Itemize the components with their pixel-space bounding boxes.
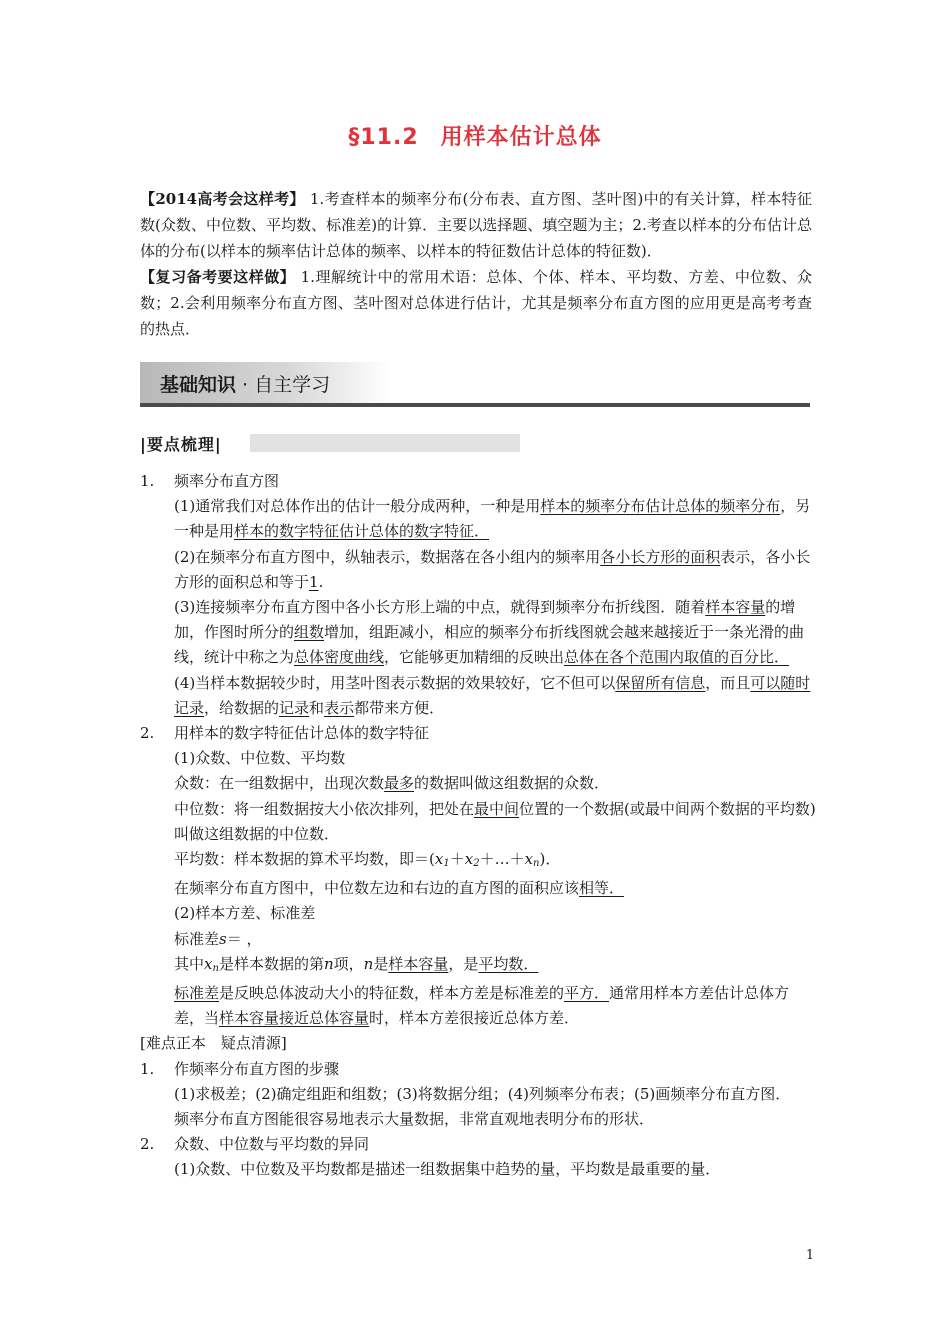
math-subscript: 1 xyxy=(443,858,450,870)
text-run: 众数：在一组数据中，出现次数 xyxy=(174,774,385,793)
text-run: )． xyxy=(539,850,561,869)
underlined-answer: 样本的数字特征估计总体的数字特征． xyxy=(234,522,490,541)
item-heading-text: 作频率分布直方图的步骤 xyxy=(174,1059,340,1078)
text-run: (2)在频率分布直方图中，纵轴表示，数据落在各小组内的频率用 xyxy=(174,547,601,566)
underlined-answer: 总体密度曲线 xyxy=(294,648,385,667)
text-run: 在频率分布直方图中，中位数左边和右边的直方图的面积应该 xyxy=(174,879,580,898)
underlined-answer: 保留所有信息 xyxy=(615,673,706,692)
text-run: ，另一种是用 xyxy=(174,497,811,541)
math-variable: n xyxy=(323,954,334,973)
underlined-answer: 样本容量 xyxy=(705,598,766,617)
subheading: (2)样本方差、标准差 xyxy=(174,904,316,923)
math-subscript: n xyxy=(212,962,219,974)
text-run: (3)连接频率分布直方图中各小长方形上端的中点，就得到频率分布折线图．随着 xyxy=(174,598,706,617)
difficulty-header: [难点正本 疑点清源] xyxy=(140,1034,287,1053)
paragraph xyxy=(140,494,816,544)
paragraph xyxy=(140,545,816,595)
math-subscript: n xyxy=(533,858,540,870)
text-run: 的数据叫做这组数据的众数． xyxy=(414,774,610,793)
item-heading xyxy=(140,469,816,494)
text-run: (4)当样本数据较少时，用茎叶图表示数据的效果较好，它不但可以 xyxy=(174,673,616,692)
text-run: ＋ xyxy=(449,850,465,869)
title-section-number: §11.2 xyxy=(348,125,419,150)
paragraph xyxy=(140,595,816,671)
intro-review-text: 1.理解统计中的常用术语：总体、个体、样本、平均数、方差、中位数、众数；2.会利用频率分布直方图、茎叶图对总体进行估计，尤其是频率分布直方图的应用更是高考考查的热点． xyxy=(140,268,812,338)
text-run: 项， xyxy=(333,954,364,973)
section-title-strong: 基础知识 xyxy=(160,374,237,396)
paragraph xyxy=(140,952,816,981)
text-run: (1)通常我们对总体作出的估计一般分成两种，一种是用 xyxy=(174,497,541,516)
underlined-answer: 组数 xyxy=(294,623,325,642)
text-run: 和 xyxy=(309,698,325,717)
underlined-answer: 最多 xyxy=(384,774,415,793)
text-run: 是反映总体波动大小的特征数，样本方差是标准差的 xyxy=(219,984,565,1003)
page-number: 1 xyxy=(805,1248,815,1263)
paragraph: (1)求极差；(2)确定组距和组数；(3)将数据分组；(4)列频率分布表；(5)画频率分布直方图． xyxy=(174,1084,791,1103)
underlined-answer: 相等． xyxy=(579,879,625,898)
text-run: 其中 xyxy=(174,954,205,973)
text-run: 是样本数据的第 xyxy=(218,954,324,973)
math-variable: x xyxy=(204,954,213,973)
text-run: ，它能够更加精细的反映出 xyxy=(384,648,565,667)
underlined-answer: 平均数． xyxy=(478,954,539,973)
intro-exam-text: 1.考查样本的频率分布(分布表、直方图、茎叶图)中的有关计算，样本特征数(众数、中位数、平均数、标准差)的计算．主要以选择题、填空题为主；2.考查以样本的分布估计总体的分布(以样本的频率估计总体的频率、以样本的特征数估计总体的特征数)． xyxy=(140,190,812,260)
paragraph xyxy=(140,876,816,901)
text-run: ，是 xyxy=(448,954,479,973)
underlined-answer: 记录 xyxy=(279,698,310,717)
paragraph xyxy=(140,771,816,796)
text-run: 时，样本方差很接近总体方差． xyxy=(369,1009,580,1028)
section-header-title xyxy=(160,370,330,397)
paragraph xyxy=(140,847,816,876)
paragraph: (1)众数、中位数及平均数都是描述一组数据集中趋势的量，平均数是最重要的量． xyxy=(174,1160,721,1179)
item-heading-text: 众数、中位数与平均数的异同 xyxy=(174,1135,370,1154)
underlined-answer: 1 xyxy=(309,572,319,591)
underlined-answer: 样本容量接近总体容量 xyxy=(219,1009,370,1028)
item-heading-text: 频率分布直方图 xyxy=(174,472,280,490)
underlined-answer: 样本容量 xyxy=(388,954,449,973)
section-title-dot: · xyxy=(236,374,255,396)
underlined-answer: 样本的频率分布估计总体的频率分布 xyxy=(540,497,781,516)
math-subscript: 2 xyxy=(473,858,480,870)
paragraph xyxy=(140,797,816,847)
math-variable: n xyxy=(363,954,374,973)
text-run: ＋…＋ xyxy=(479,850,525,869)
intro-exam-paragraph xyxy=(140,186,812,264)
underlined-answer: 最中间 xyxy=(474,799,520,818)
text-run: 表示，各小长方形的面积总和等于 xyxy=(174,547,811,591)
underlined-answer: 平方． xyxy=(564,984,610,1003)
text-run: 中位数：将一组数据按大小依次排列，把处在 xyxy=(174,799,475,818)
item-heading xyxy=(140,1057,816,1082)
item-number: 1. xyxy=(140,1059,155,1078)
math-variable: x xyxy=(464,850,474,869)
section-header-band xyxy=(140,362,810,410)
text-run: 标准差 xyxy=(174,929,220,948)
text-run: 是 xyxy=(373,954,389,973)
section-title-light: 自主学习 xyxy=(254,374,331,396)
key-points-tag-fill xyxy=(250,434,520,452)
item-number: 2. xyxy=(140,724,155,743)
text-run: 通常用样本方差估计总体方差，当 xyxy=(174,984,790,1028)
paragraph: 频率分布直方图能很容易地表示大量数据，非常直观地表明分布的形状． xyxy=(174,1110,655,1129)
text-run: 增加，组距减小，相应的频率分布折线图就会越来越接近于一条光滑的曲线，统计中称之为 xyxy=(174,623,805,667)
item-heading-text: 用样本的数字特征估计总体的数字特征 xyxy=(174,724,430,743)
paragraph xyxy=(140,671,816,721)
intro-exam-tag: 【2014高考会这样考】 xyxy=(140,190,305,208)
text-run: ，而且 xyxy=(705,673,751,692)
section-header-rule xyxy=(140,403,810,407)
text-run: ，给数据的 xyxy=(204,698,280,717)
text-run: ＝ ， xyxy=(226,929,262,948)
math-variable: x xyxy=(524,850,534,869)
underlined-answer: 各小长方形的面积 xyxy=(600,547,721,566)
main-content xyxy=(140,469,816,1183)
key-points-tag-text: |要点梳理| xyxy=(140,435,222,454)
intro-review-paragraph xyxy=(140,264,812,342)
item-number: 1. xyxy=(140,472,155,490)
key-points-tag xyxy=(140,432,520,454)
intro-block xyxy=(140,186,812,342)
text-run: 的增加，作图时所分的 xyxy=(174,598,796,642)
text-run: 平均数：样本数据的算术平均数，即＝( xyxy=(174,850,435,869)
intro-review-tag: 【复习备考要这样做】 xyxy=(140,268,296,286)
title-text: 用样本估计总体 xyxy=(440,125,602,150)
underlined-answer: 可以随时记录 xyxy=(174,673,811,717)
math-variable: x xyxy=(434,850,444,869)
text-run: 位置的一个数据(或最中间两个数据的平均数)叫做这组数据的中位数． xyxy=(174,799,816,843)
underlined-answer: 总体在各个范围内取值的百分比． xyxy=(564,648,790,667)
underlined-answer: 表示 xyxy=(324,698,355,717)
subheading: (1)众数、中位数、平均数 xyxy=(174,749,346,768)
paragraph xyxy=(140,927,816,952)
paragraph xyxy=(140,981,816,1031)
math-variable: s xyxy=(219,929,227,948)
text-run: 都带来方便． xyxy=(354,698,445,717)
text-run: . xyxy=(318,572,324,591)
item-heading xyxy=(140,721,816,746)
item-heading xyxy=(140,1132,816,1157)
underlined-answer: 标准差 xyxy=(174,984,220,1003)
page-title xyxy=(0,120,950,151)
item-number: 2. xyxy=(140,1135,155,1154)
